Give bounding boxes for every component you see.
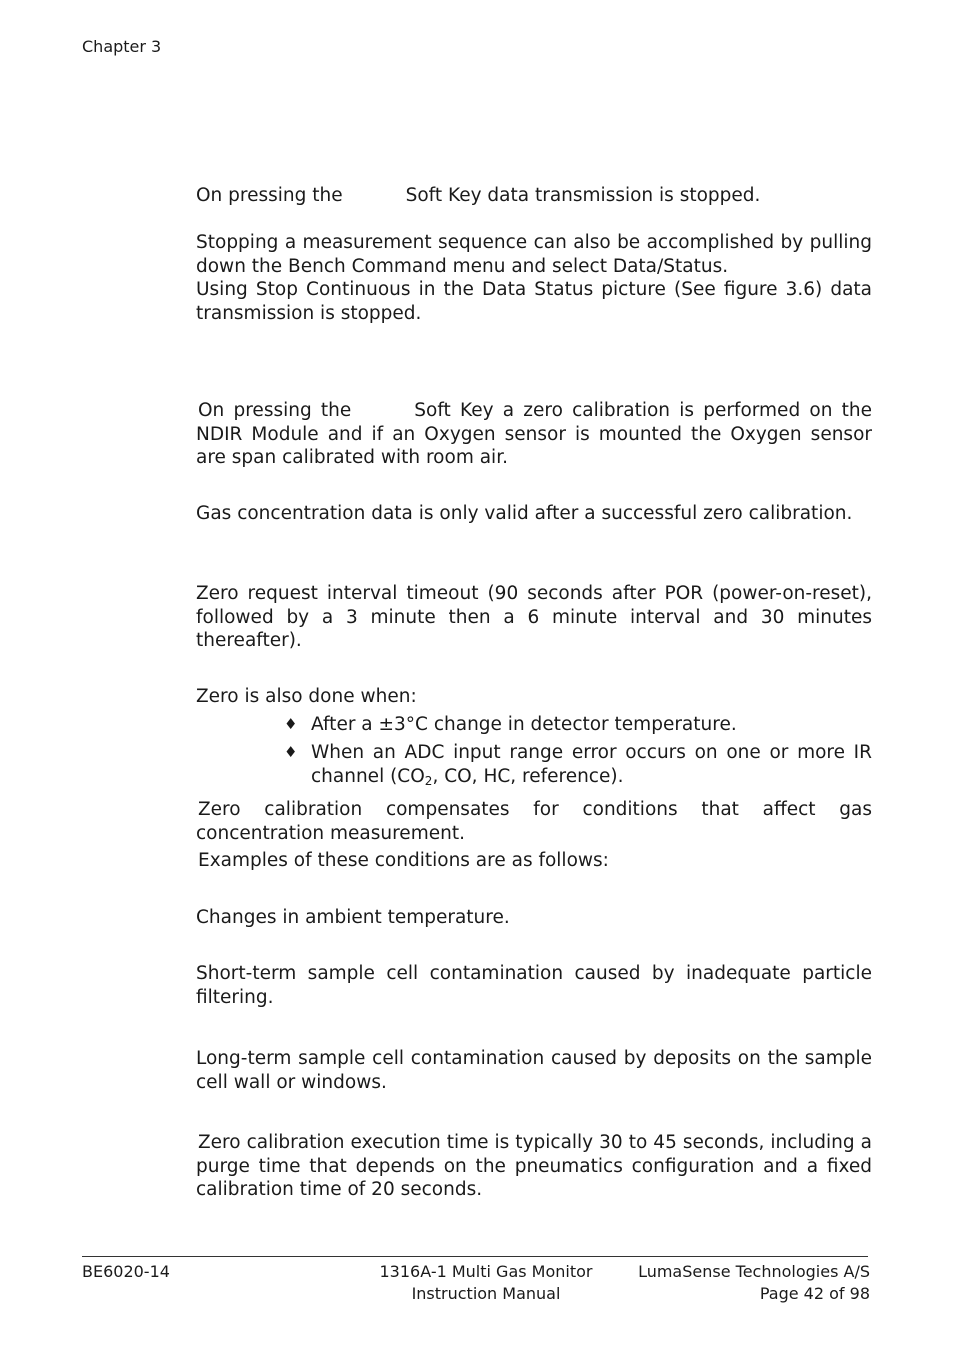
paragraph-gas-valid: Gas concentration data is only valid after a successful zero calibration. <box>196 503 853 524</box>
paragraph-zero-interval: Zero request interval timeout (90 seconds after POR (power-on-reset), followed by a 3 minute then a 6 minute interval and 30 minutes thereafter). <box>196 583 872 651</box>
paragraph-text: On pressing the <box>196 185 343 206</box>
footer-product-line: 1316A-1 Multi Gas Monitor <box>379 1262 593 1281</box>
paragraph-text: Soft Key a zero calibration is performed on the NDIR Module and if an Oxygen sensor is mounted the Oxygen sensor are span calibrated with room air. <box>196 400 872 468</box>
paragraph-zero-compensates: Zero calibration compensates for conditions that affect gas concentration measurement. <box>196 799 872 844</box>
paragraph-execution-time: Zero calibration execution time is typically 30 to 45 seconds, including a purge time that depends on the pneumatics configuration and a fixed calibration time of 20 seconds. <box>196 1132 872 1200</box>
bullet-item <box>284 713 872 737</box>
paragraph-text: Soft Key data transmission is stopped. <box>405 185 761 206</box>
footer-divider <box>82 1256 868 1257</box>
paragraph-stopping-sequence: Stopping a measurement sequence can also be accomplished by pulling down the Bench Command menu and select Data/Status. <box>196 232 872 277</box>
diamond-bullet-icon: ♦ <box>284 715 298 733</box>
paragraph-zero-soft-key <box>196 399 872 470</box>
bullet-text: After a ±3°C change in detector temperature. <box>311 714 737 735</box>
paragraph-ambient: Changes in ambient temperature. <box>196 907 510 928</box>
footer-page-number: Page 42 of 98 <box>759 1284 870 1303</box>
footer-product <box>340 1261 632 1305</box>
bullet-text <box>311 741 872 788</box>
bullet-text-part: , CO, HC, reference). <box>432 765 624 787</box>
footer-company-page <box>600 1261 870 1305</box>
footer-doc-id: BE6020-14 <box>82 1262 170 1281</box>
paragraph-text: On pressing the <box>198 400 352 421</box>
paragraph-soft-key-stop <box>196 184 872 208</box>
paragraph-stop-continuous: Using Stop Continuous in the Data Status picture (See figure 3.6) data transmission is stopped. <box>196 279 872 324</box>
footer-company: LumaSense Technologies A/S <box>638 1262 870 1281</box>
paragraph-zero-also: Zero is also done when: <box>196 686 417 707</box>
footer-product-line: Instruction Manual <box>411 1284 561 1303</box>
bullet-item <box>284 741 872 788</box>
diamond-bullet-icon: ♦ <box>284 743 298 761</box>
paragraph-examples: Examples of these conditions are as follows: <box>198 850 609 871</box>
bullet-text-part: When an ADC input range error occurs on one or more IR channel (CO <box>311 742 872 787</box>
chapter-header: Chapter 3 <box>82 37 162 56</box>
paragraph-long-term: Long-term sample cell contamination caused by deposits on the sample cell wall or windows. <box>196 1048 872 1093</box>
paragraph-short-term: Short-term sample cell contamination caused by inadequate particle filtering. <box>196 963 872 1008</box>
subscript: 2 <box>424 773 433 788</box>
